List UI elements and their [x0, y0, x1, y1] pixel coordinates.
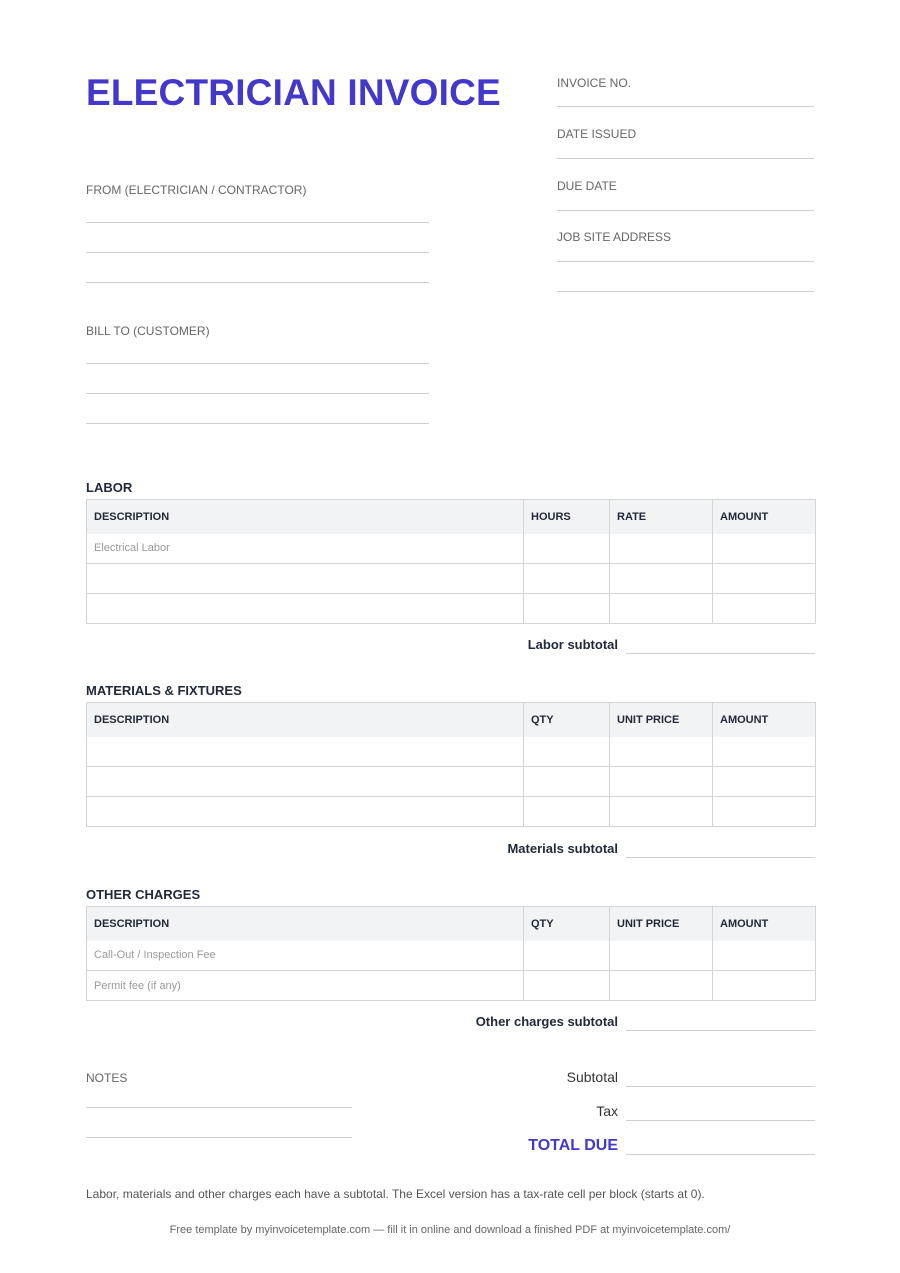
- other-header-amount: AMOUNT: [713, 907, 816, 941]
- bill-to-label: BILL TO (CUSTOMER): [86, 324, 210, 338]
- labor-header-row: [87, 500, 816, 534]
- notes-line-1[interactable]: [86, 1107, 352, 1108]
- notes-line-2[interactable]: [86, 1137, 352, 1138]
- job-site-line-2: [557, 291, 814, 292]
- subtotal-line[interactable]: [626, 1086, 815, 1087]
- materials-header-description: DESCRIPTION: [87, 703, 524, 737]
- job-site-label: JOB SITE ADDRESS: [557, 230, 672, 244]
- invoice-number-line: [557, 106, 814, 107]
- materials-header-unit-price: UNIT PRICE: [610, 703, 713, 737]
- table-cell[interactable]: [524, 941, 610, 971]
- labor-header-rate: RATE: [610, 500, 713, 534]
- table-cell[interactable]: [87, 594, 524, 624]
- tax-label: Tax: [596, 1103, 618, 1119]
- other-charges-subtotal-label: Other charges subtotal: [475, 1014, 618, 1029]
- date-issued-line: [557, 158, 814, 159]
- table-cell[interactable]: [87, 564, 524, 594]
- table-cell[interactable]: [524, 797, 610, 827]
- table-cell[interactable]: [87, 767, 524, 797]
- date-issued-field[interactable]: [557, 127, 814, 141]
- table-cell[interactable]: [610, 797, 713, 827]
- bill-to-line-3[interactable]: [86, 423, 429, 424]
- tax-line[interactable]: [626, 1120, 815, 1121]
- table-cell[interactable]: [610, 594, 713, 624]
- labor-header-amount: AMOUNT: [713, 500, 816, 534]
- materials-header-row: [87, 703, 816, 737]
- table-cell[interactable]: [610, 971, 713, 1001]
- from-line-1[interactable]: [86, 222, 429, 223]
- table-row: [87, 594, 816, 624]
- total-due-line[interactable]: [626, 1154, 815, 1155]
- due-date-field[interactable]: [557, 179, 814, 193]
- table-cell[interactable]: [524, 737, 610, 767]
- table-cell[interactable]: [610, 737, 713, 767]
- table-row: [87, 737, 816, 767]
- total-due-label: TOTAL DUE: [528, 1137, 618, 1154]
- job-site-field[interactable]: [557, 230, 814, 244]
- labor-subtotal-line[interactable]: [626, 653, 815, 654]
- from-line-2[interactable]: [86, 252, 429, 253]
- labor-table: [86, 499, 816, 624]
- other-header-unit-price: UNIT PRICE: [610, 907, 713, 941]
- table-cell[interactable]: [524, 564, 610, 594]
- table-row: [87, 797, 816, 827]
- due-date-line: [557, 210, 814, 211]
- notes-label: NOTES: [86, 1071, 128, 1085]
- job-site-line-1: [557, 261, 814, 262]
- due-date-label: DUE DATE: [557, 179, 617, 193]
- bill-to-line-2[interactable]: [86, 393, 429, 394]
- table-cell[interactable]: [713, 737, 816, 767]
- table-cell[interactable]: [87, 737, 524, 767]
- bill-to-line-1[interactable]: [86, 363, 429, 364]
- table-cell[interactable]: [713, 594, 816, 624]
- table-cell[interactable]: [713, 971, 816, 1001]
- table-cell[interactable]: [713, 797, 816, 827]
- table-cell[interactable]: [713, 767, 816, 797]
- invoice-number-field[interactable]: [557, 76, 814, 90]
- table-cell[interactable]: Permit fee (if any): [87, 971, 524, 1001]
- table-row: [87, 564, 816, 594]
- table-cell[interactable]: [610, 564, 713, 594]
- table-row: [87, 767, 816, 797]
- table-cell[interactable]: [524, 971, 610, 1001]
- template-credit: Free template by myinvoicetemplate.com — fill it in online and download a finished PDF at myinvoicetemplate.com/: [169, 1224, 731, 1236]
- table-cell[interactable]: [610, 941, 713, 971]
- table-cell[interactable]: [610, 767, 713, 797]
- table-cell[interactable]: Call-Out / Inspection Fee: [94, 949, 216, 962]
- table-cell[interactable]: [713, 534, 816, 564]
- other-charges-section-title: OTHER CHARGES: [86, 887, 201, 902]
- table-cell[interactable]: [524, 767, 610, 797]
- table-cell[interactable]: [610, 534, 713, 564]
- from-line-3[interactable]: [86, 282, 429, 283]
- other-charges-table: [86, 906, 816, 1001]
- from-label: FROM (ELECTRICIAN / CONTRACTOR): [86, 183, 307, 197]
- table-cell[interactable]: Electrical Labor: [94, 542, 170, 555]
- materials-subtotal-line[interactable]: [626, 857, 815, 858]
- materials-section-title: MATERIALS & FIXTURES: [86, 683, 242, 698]
- table-row: [87, 941, 816, 971]
- materials-header-amount: AMOUNT: [713, 703, 816, 737]
- table-row: [87, 971, 816, 1001]
- date-issued-label: DATE ISSUED: [557, 127, 637, 141]
- invoice-number-label: INVOICE NO.: [557, 76, 632, 90]
- table-cell[interactable]: [713, 564, 816, 594]
- table-row: [87, 534, 816, 564]
- materials-table: [86, 702, 816, 827]
- table-cell[interactable]: [87, 797, 524, 827]
- materials-subtotal-label: Materials subtotal: [507, 841, 618, 856]
- labor-header-description: DESCRIPTION: [87, 500, 524, 534]
- footnote: Labor, materials and other charges each have a subtotal. The Excel version has a tax-rate cell per block (starts at 0).: [86, 1187, 705, 1201]
- labor-section-title: LABOR: [86, 480, 133, 495]
- other-header-row: [87, 907, 816, 941]
- other-charges-subtotal-line[interactable]: [626, 1030, 815, 1031]
- table-cell[interactable]: [713, 941, 816, 971]
- table-cell[interactable]: [524, 594, 610, 624]
- subtotal-label: Subtotal: [566, 1069, 618, 1085]
- invoice-title: ELECTRICIAN INVOICE: [86, 72, 501, 113]
- materials-header-qty: QTY: [524, 703, 610, 737]
- other-header-qty: QTY: [524, 907, 610, 941]
- other-header-description: DESCRIPTION: [87, 907, 524, 941]
- table-cell[interactable]: [524, 534, 610, 564]
- labor-header-hours: HOURS: [524, 500, 610, 534]
- labor-subtotal-label: Labor subtotal: [527, 637, 618, 652]
